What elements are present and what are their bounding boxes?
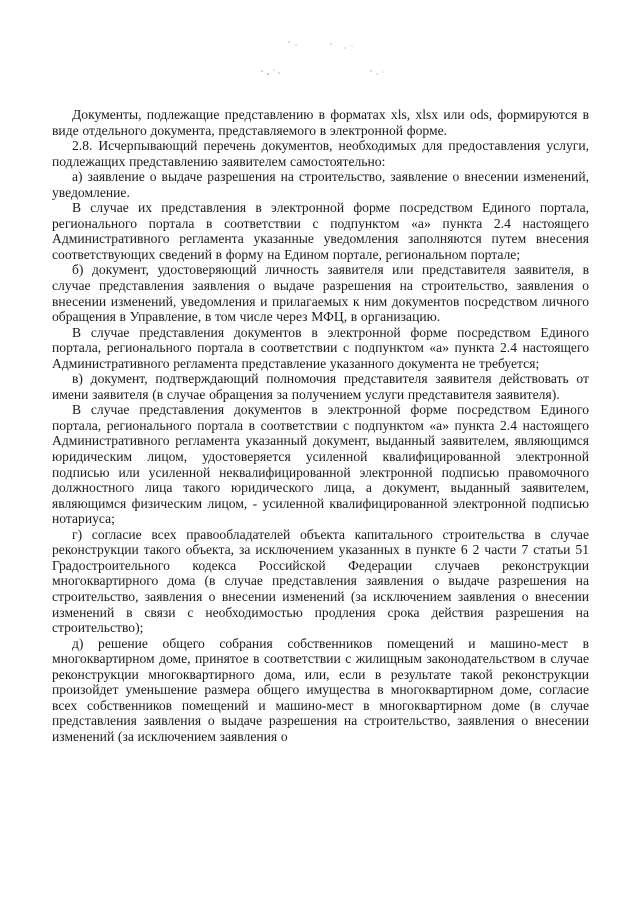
paragraph-item-d: д) решение общего собрания собственников помещений и машино-мест в многоквартирном доме, принятое в соответствии с жилищным законодательством в случае реконструкции многоквартирного дома, или, если в результате такой реконструкции произойдет уменьшение размера общего имущества в многоквартирном доме, согласие всех собственников помещений и машино-мест в многоквартирном доме (в случае представления заявления о выдаче разрешения на строительство, заявления о внесении изменений (за исключением заявления о [52,635,589,744]
paragraph-item-b: б) документ, удостоверяющий личность заявителя или представителя заявителя, в случае представления заявления о выдаче разрешения на строительство, заявления о внесении изменений, уведомления и прилагаемых к ним документов посредством личного обращения в Управление, в том числе через МФЦ, в организацию. [52,262,589,325]
paragraph-2-8-heading: 2.8. Исчерпывающий перечень документов, необходимых для предоставления услуги, подлежащих представлению заявителем самостоятельно: [52,138,589,169]
paragraph-item-g: г) согласие всех правообладателей объекта капитального строительства в случае реконструкции такого объекта, за исключением указанных в пункте 6 2 части 7 статьи 51 Градостроительного кодекса Российской Федерации случаев реконструкции многоквартирного дома (в случае представления заявления о выдаче разрешения на строительство, заявления о внесении изменений (за исключением заявления о внесении изменений в связи с необходимостью продления срока действия разрешения на строительство); [52,526,589,636]
document-body [52,107,589,744]
paragraph-documents-formats: Документы, подлежащие представлению в форматах xls, xlsx или ods, формируются в виде отдельного документа, представляемого в электронной форме. [52,107,589,138]
paragraph-item-v-electronic: В случае представления документов в электронной форме посредством Единого портала, регионального портала в соответствии с подпунктом «а» пункта 2.4 настоящего Административного регламента указанный документ, выданный заявителем, являющимся юридическим лицом, удостоверяется усиленной квалифицированной электронной подписью или усиленной неквалифицированной электронной подписью правомочного должностного лица такого юридического лица, а документ, выданный заявителем, являющимся физическим лицом, - усиленной квалифицированной электронной подписью нотариуса; [52,402,589,527]
paragraph-item-a-electronic: В случае их представления в электронной форме посредством Единого портала, регионального портала в соответствии с подпунктом «а» пункта 2.4 настоящего Административного регламента указанные уведомления заполняются путем внесения соответствующих сведений в форму на Едином портале, региональном портале; [52,200,589,262]
scan-noise-marks [0,0,640,100]
paragraph-item-a: а) заявление о выдаче разрешения на строительство, заявление о внесении изменений, уведомление. [52,169,589,200]
paragraph-item-v: в) документ, подтверждающий полномочия представителя заявителя действовать от имени заявителя (в случае обращения за получением услуги представителя заявителя). [52,371,589,402]
paragraph-item-b-electronic: В случае представления документов в электронной форме посредством Единого портала, регионального портала в соответствии с подпунктом «а» пункта 2.4 настоящего Административного регламента представление указанного документа не требуется; [52,324,589,371]
